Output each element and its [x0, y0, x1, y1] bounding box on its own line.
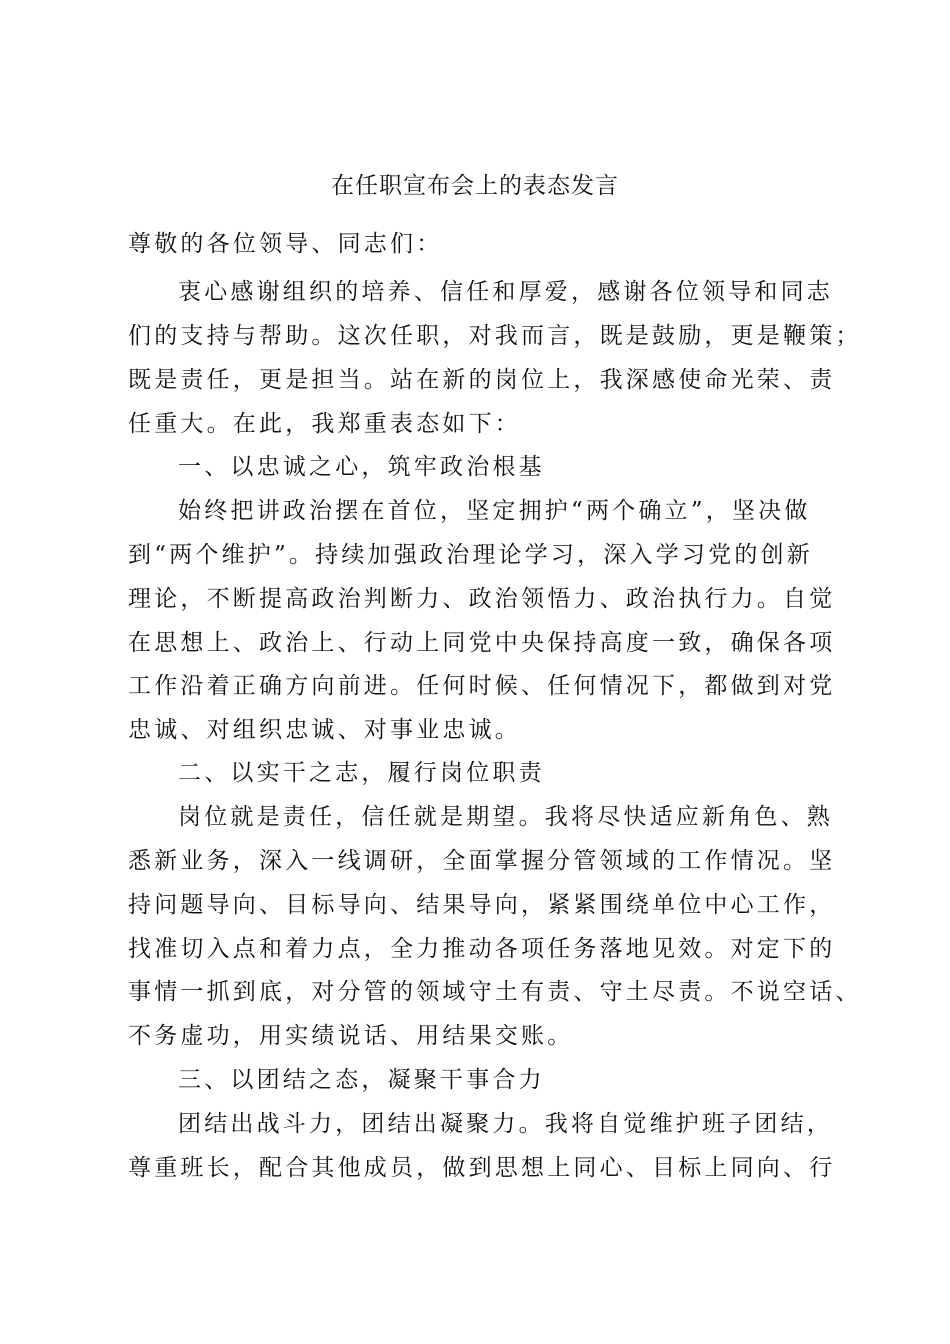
paragraph-line: 持问题导向、目标导向、结果导向，紧紧围绕单位中心工作， — [128, 892, 836, 918]
paragraph-line: 找准切入点和着力点，全力推动各项任务落地见效。对定下的 — [128, 936, 836, 962]
section-heading: 三、以团结之态，凝聚干事合力 — [178, 1067, 545, 1093]
paragraph-line: 团结出战斗力，团结出凝聚力。我将自觉维护班子团结， — [178, 1111, 833, 1137]
paragraph-line: 工作沿着正确方向前进。任何时候、任何情况下，都做到对党 — [128, 673, 836, 699]
paragraph-line: 们的支持与帮助。这次任职，对我而言，既是鼓励，更是鞭策； — [128, 323, 862, 349]
paragraph-line: 事情一抓到底，对分管的领域守土有责、守土尽责。不说空话、 — [128, 979, 862, 1005]
section-heading: 一、以忠诚之心，筑牢政治根基 — [178, 454, 545, 480]
paragraph-line: 岗位就是责任，信任就是期望。我将尽快适应新角色、熟 — [178, 804, 833, 830]
paragraph-line: 衷心感谢组织的培养、信任和厚爱，感谢各位领导和同志 — [178, 279, 833, 305]
paragraph-line: 始终把讲政治摆在首位，坚定拥护“两个确立”，坚决做 — [178, 498, 811, 524]
paragraph-line: 悉新业务，深入一线调研，全面掌握分管领域的工作情况。坚 — [128, 848, 836, 874]
paragraph-line: 不务虚功，用实绩说话、用结果交账。 — [128, 1023, 574, 1049]
paragraph-line: 到“两个维护”。持续加强政治理论学习，深入学习党的创新 — [128, 542, 813, 568]
document-title: 在任职宣布会上的表态发言 — [331, 173, 619, 199]
paragraph-line: 既是责任，更是担当。站在新的岗位上，我深感使命光荣、责 — [128, 367, 836, 393]
paragraph-line: 理论，不断提高政治判断力、政治领悟力、政治执行力。自觉 — [128, 586, 836, 612]
paragraph-line: 忠诚、对组织忠诚、对事业忠诚。 — [128, 717, 521, 743]
section-heading: 二、以实干之志，履行岗位职责 — [178, 760, 545, 786]
paragraph-line: 任重大。在此，我郑重表态如下： — [128, 411, 521, 437]
paragraph-line: 在思想上、政治上、行动上同党中央保持高度一致，确保各项 — [128, 630, 836, 656]
paragraph-line: 尊重班长，配合其他成员，做到思想上同心、目标上同向、行 — [128, 1155, 836, 1181]
salutation: 尊敬的各位领导、同志们： — [128, 231, 443, 257]
